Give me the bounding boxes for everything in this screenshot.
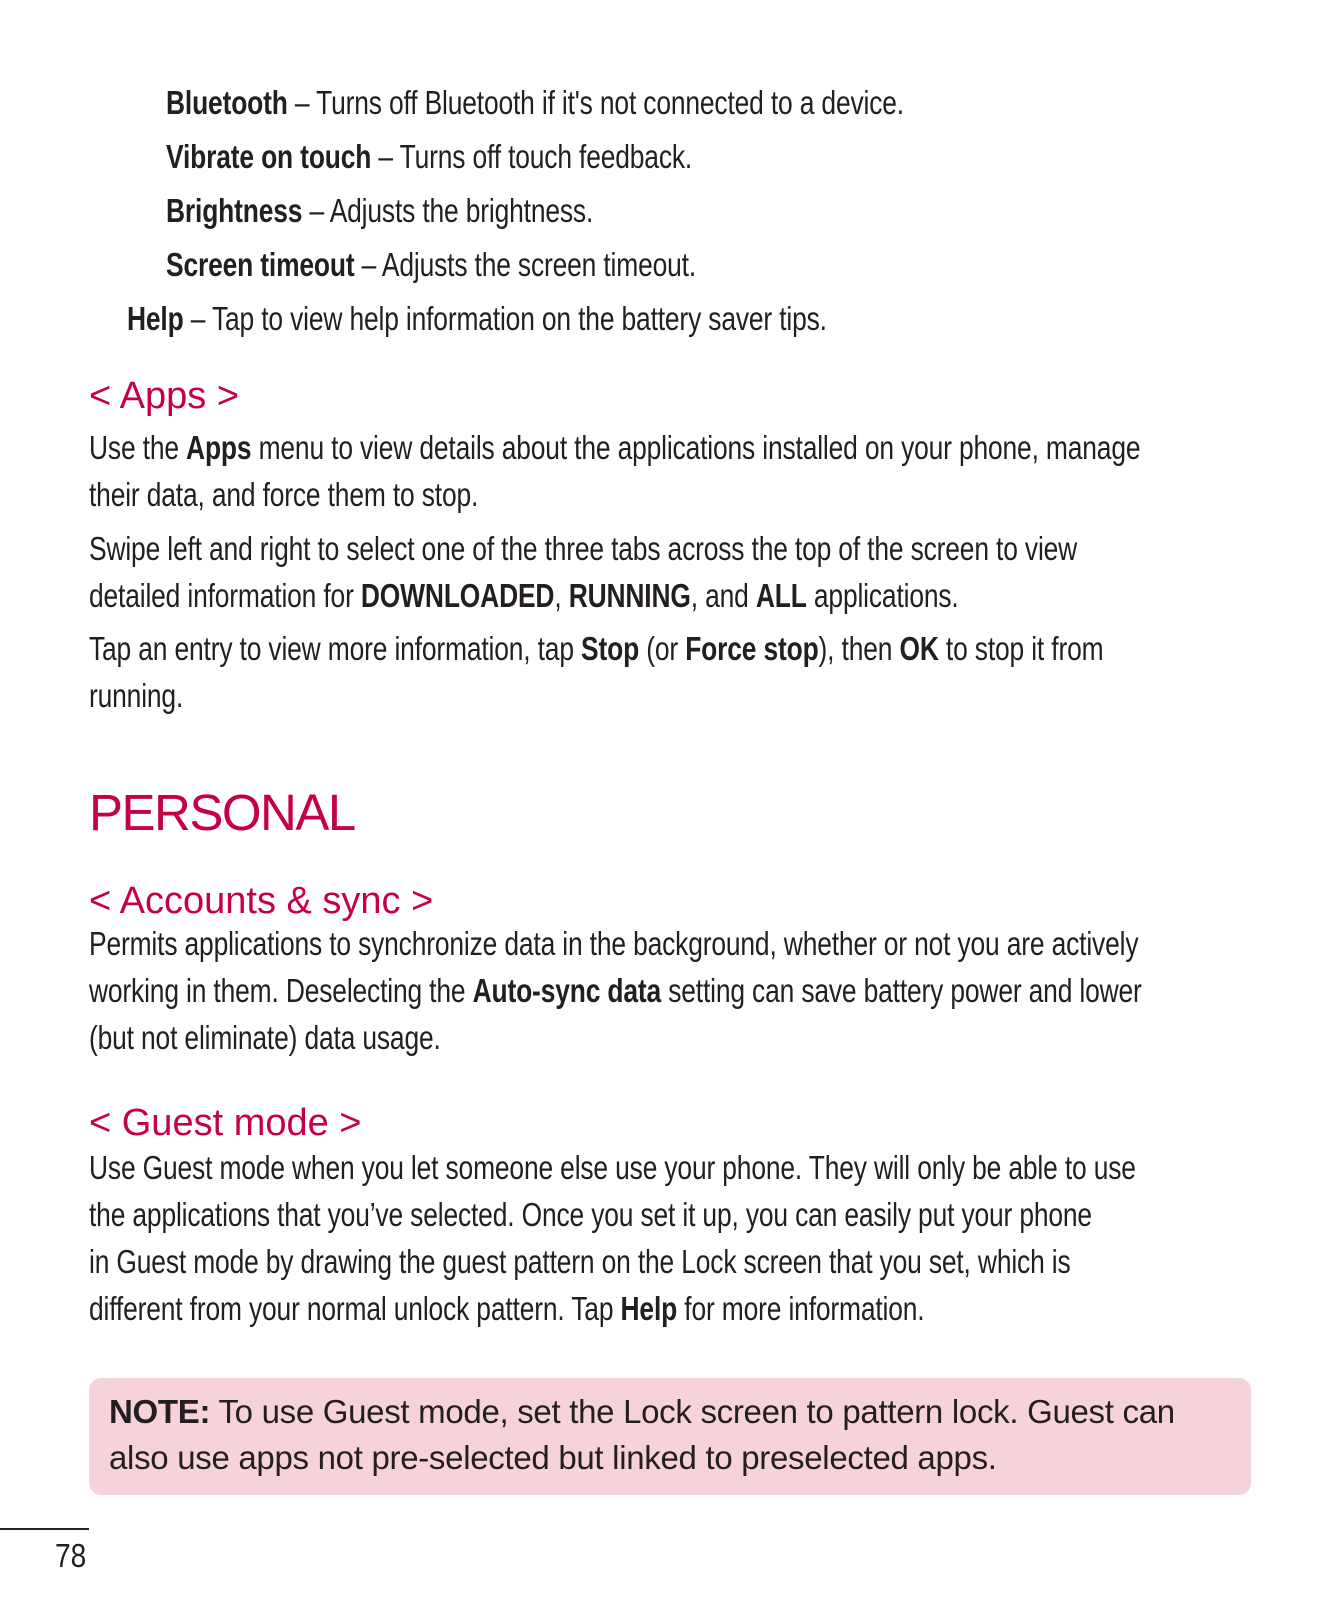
- personal-section-title: PERSONAL: [89, 784, 355, 841]
- guest-line-3: in Guest mode by drawing the guest pattern on the Lock screen that you set, which is: [89, 1243, 1071, 1280]
- apps-paragraph-1-line-2: their data, and force them to stop.: [89, 476, 479, 513]
- guest-line-2: the applications that you’ve selected. Once you set it up, you can easily put your phone: [89, 1196, 1092, 1233]
- item-desc: – Turns off touch feedback.: [371, 138, 693, 175]
- note-line-2: also use apps not pre-selected but linked to preselected apps.: [109, 1439, 997, 1476]
- item-desc: – Turns off Bluetooth if it's not connected to a device.: [287, 84, 904, 121]
- vibrate-item: [166, 133, 692, 181]
- screen-timeout-item: [166, 241, 696, 289]
- guest-mode-heading: < Guest mode >: [89, 1102, 362, 1144]
- guest-line-1: Use Guest mode when you let someone else use your phone. They will only be able to use: [89, 1149, 1136, 1186]
- accounts-line-3: (but not eliminate) data usage.: [89, 1019, 441, 1056]
- accounts-line-1: Permits applications to synchronize data in the background, whether or not you are actively: [89, 925, 1139, 962]
- apps-paragraph-3-line-1: Tap an entry to view more information, tap Stop (or Force stop), then OK to stop it from: [89, 630, 1104, 667]
- guest-line-4: different from your normal unlock pattern. Tap Help for more information.: [89, 1290, 925, 1327]
- item-desc: – Tap to view help information on the battery saver tips.: [183, 300, 827, 337]
- apps-paragraph-2-line-1: Swipe left and right to select one of the three tabs across the top of the screen to view: [89, 530, 1078, 567]
- page-number-rule: [0, 1528, 89, 1530]
- accounts-sync-heading: < Accounts & sync >: [89, 880, 434, 922]
- bluetooth-item: [166, 79, 904, 127]
- item-term: Brightness: [166, 192, 303, 229]
- accounts-line-2: working in them. Deselecting the Auto-sync data setting can save battery power and lower: [89, 972, 1142, 1009]
- item-term: Screen timeout: [166, 246, 355, 283]
- apps-paragraph-1-line-1: Use the Apps menu to view details about the applications installed on your phone, manage: [89, 429, 1141, 466]
- apps-heading: < Apps >: [89, 375, 240, 417]
- apps-paragraph-2-line-2: detailed information for DOWNLOADED, RUNNING, and ALL applications.: [89, 577, 959, 614]
- help-item: [127, 295, 827, 343]
- item-term: Help: [127, 300, 184, 337]
- note-label: NOTE:: [109, 1393, 211, 1430]
- apps-paragraph-3-line-2: running.: [89, 677, 184, 714]
- item-term: Vibrate on touch: [166, 138, 372, 175]
- note-line-1: NOTE: To use Guest mode, set the Lock screen to pattern lock. Guest can: [109, 1393, 1175, 1430]
- item-term: Bluetooth: [166, 84, 288, 121]
- brightness-item: [166, 187, 593, 235]
- item-desc: – Adjusts the brightness.: [302, 192, 594, 229]
- item-desc: – Adjusts the screen timeout.: [354, 246, 697, 283]
- page-number: 78: [55, 1537, 87, 1574]
